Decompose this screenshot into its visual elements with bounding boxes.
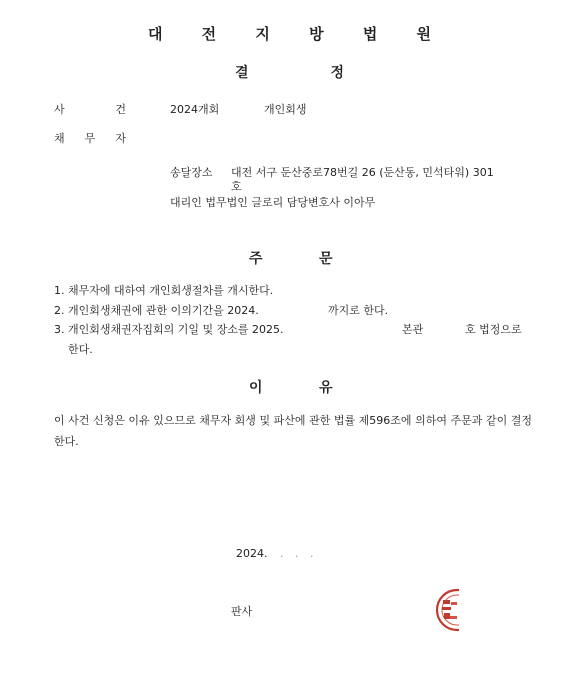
order-item-3-text-c: 호 법정으로 [465, 323, 522, 336]
order-item-3-text-d: 한다. [68, 343, 93, 356]
debtor-label [54, 130, 126, 146]
document-type-left: 결 [234, 65, 249, 81]
service-address-line1: 대전 서구 둔산중로78번길 26 (둔산동, 민석타워) 301 [231, 166, 494, 179]
document-type-right: 정 [330, 65, 345, 81]
order-heading-right: 문 [319, 251, 333, 267]
court-name: 대 전 지 방 법 원 [147, 25, 449, 43]
order-item-2-text-a: 개인회생채권에 관한 이의기간을 2024. [68, 304, 259, 317]
reason-heading-right: 유 [319, 380, 333, 396]
case-number: 2024개회 [170, 103, 220, 116]
decision-date: 2024. [236, 547, 268, 560]
debtor-label-2: 무 [84, 132, 96, 145]
order-heading-left: 주 [249, 251, 263, 267]
seal-stamp-icon [429, 580, 459, 634]
debtor-label-1: 채 [54, 132, 65, 145]
agent: 대리인 법무법인 글로리 담당변호사 이아무 [170, 196, 376, 209]
debtor-label-3: 자 [115, 132, 126, 145]
service-address-label: 송달장소 [170, 166, 213, 179]
order-item-2 [54, 302, 259, 318]
document-type [0, 62, 579, 82]
reason-heading-left: 이 [249, 380, 263, 396]
case-type: 개인회생 [264, 103, 307, 116]
court-seal [429, 580, 459, 634]
order-item-3-num: 3. [54, 323, 65, 336]
reason-text: 이 사건 신청은 이유 있으므로 채무자 회생 및 파산에 관한 법률 제596조에 의하여 주문과 같이 결정한다. [54, 414, 532, 448]
order-item-1 [54, 282, 273, 298]
order-item-3-text-a: 개인회생채권자집회의 기일 및 장소를 2025. [68, 323, 284, 336]
order-item-3-text-b: 본관 [402, 323, 424, 336]
order-item-2-num: 2. [54, 304, 65, 317]
case-label-first: 사 [54, 103, 65, 116]
decision-date-redacted: . . . [280, 547, 318, 560]
order-item-3 [54, 321, 284, 337]
service-address-line2: 호 [231, 180, 242, 193]
order-item-1-num: 1. [54, 284, 65, 297]
case-label-second: 건 [115, 103, 126, 116]
case-label [54, 101, 126, 117]
judge-label: 판사 [231, 605, 253, 618]
order-item-2-text-b: 까지로 한다. [328, 304, 389, 317]
order-item-1-text: 채무자에 대하여 개인회생절차를 개시한다. [68, 284, 274, 297]
